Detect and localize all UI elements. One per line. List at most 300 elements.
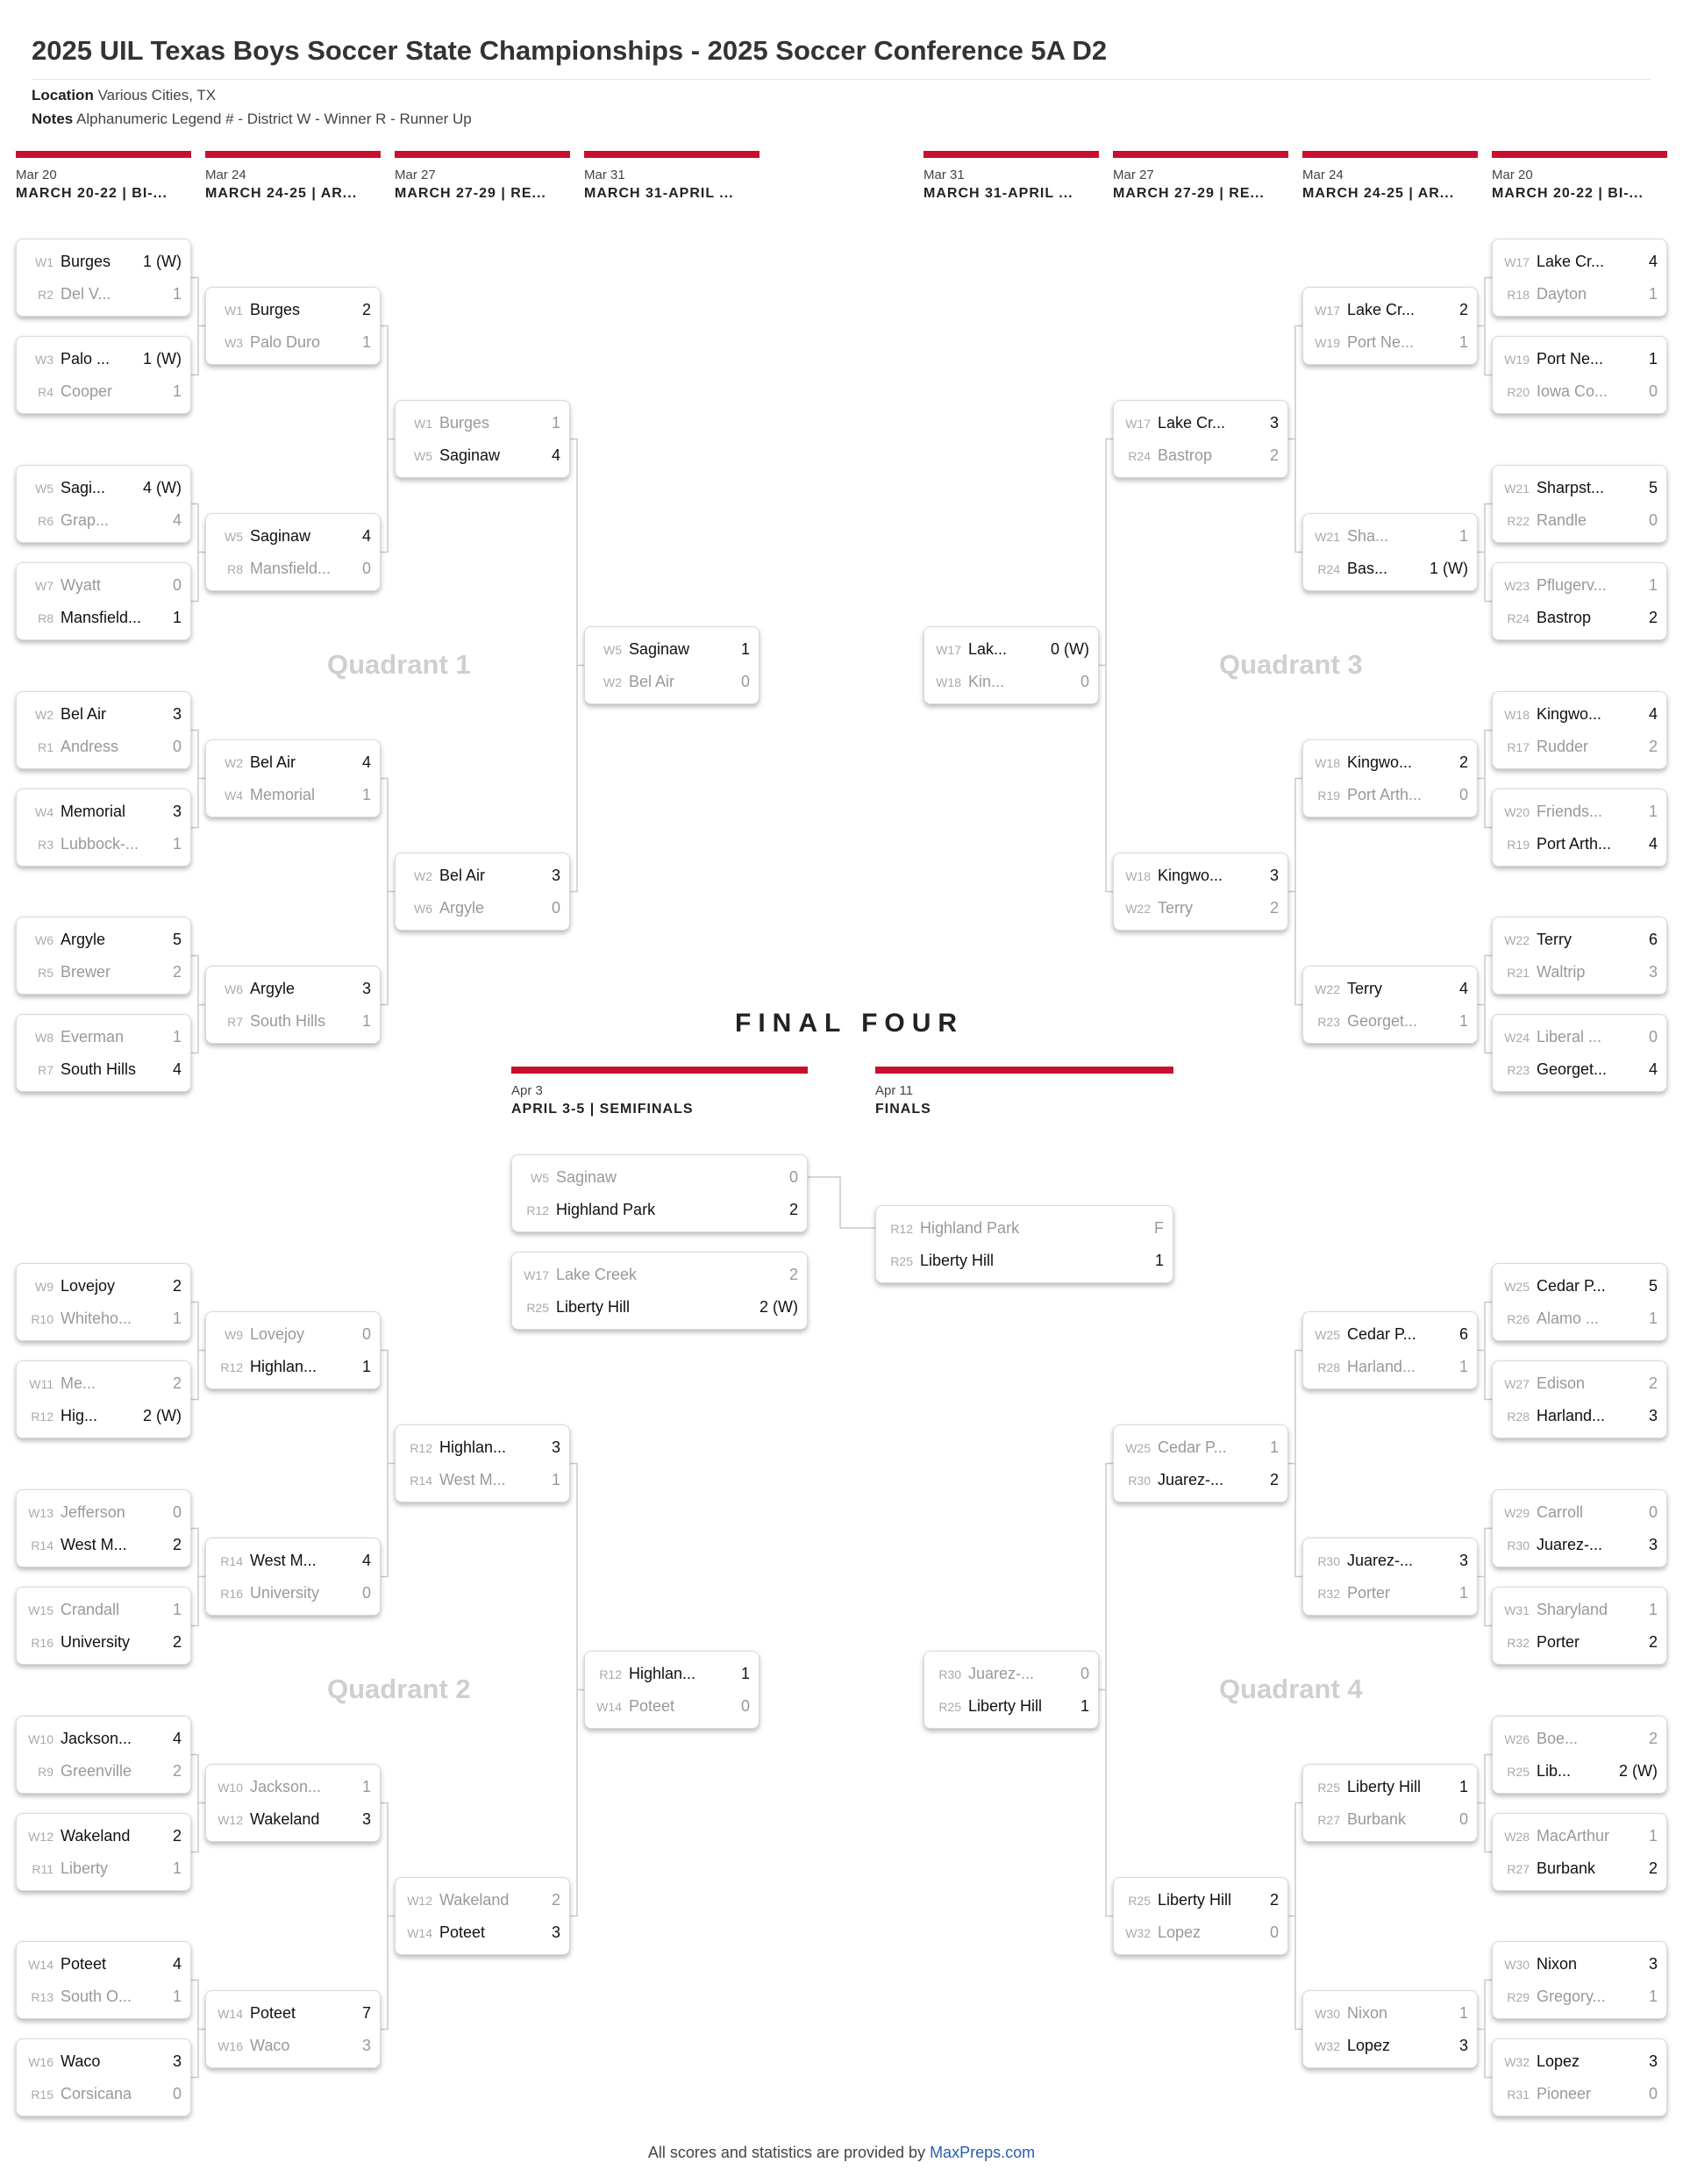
matchup-box[interactable] [924, 626, 1099, 704]
team-row[interactable] [215, 1318, 371, 1351]
team-score: 2 (W) [1619, 1762, 1658, 1780]
team-row[interactable] [933, 666, 1089, 698]
team-seed: R7 [227, 1015, 243, 1029]
team-name: Poteet [250, 2004, 296, 2022]
team-score: 2 (W) [759, 1298, 798, 1316]
matchup-box[interactable] [395, 400, 570, 478]
team-row[interactable] [1123, 1431, 1279, 1464]
matchup-box[interactable] [16, 789, 191, 867]
team-name: Hig... [61, 1407, 98, 1424]
team-row[interactable] [1501, 1948, 1658, 1981]
team-name: Highlan... [629, 1665, 696, 1682]
team-score: 2 [1458, 753, 1468, 771]
matchup-box[interactable] [205, 1538, 381, 1616]
matchup-box[interactable] [205, 1311, 381, 1389]
team-row[interactable] [1501, 1496, 1658, 1529]
team-row[interactable] [25, 2078, 182, 2110]
team-name: Carroll [1537, 1503, 1584, 1521]
team-row[interactable] [1123, 892, 1279, 924]
quadrant-label-1: Quadrant 1 [327, 649, 471, 680]
team-score: 1 [1458, 1358, 1468, 1375]
team-row[interactable] [25, 924, 182, 956]
bracket-connector-line [570, 1464, 577, 1916]
final-box[interactable] [875, 1205, 1173, 1283]
team-name: Palo ... [61, 350, 111, 368]
team-seed: W24 [1504, 1031, 1530, 1045]
team-row[interactable] [25, 1626, 182, 1659]
matchup-box[interactable] [1302, 739, 1478, 817]
team-score: 1 [172, 609, 182, 626]
team-row[interactable] [25, 1270, 182, 1303]
team-seed: W3 [225, 336, 243, 350]
matchup-box[interactable] [16, 465, 191, 543]
team-score: 5 [1648, 1277, 1658, 1295]
team-name: Kingwo... [1158, 867, 1223, 884]
team-row[interactable] [25, 569, 182, 602]
team-row[interactable] [1312, 1318, 1468, 1351]
team-row[interactable] [1312, 326, 1468, 359]
team-name: Juarez-... [1158, 1471, 1224, 1488]
round-date: Mar 31 [584, 168, 625, 182]
team-seed: W3 [35, 353, 53, 367]
team-row[interactable] [215, 1351, 371, 1383]
matchup-box[interactable] [1492, 1263, 1667, 1341]
matchup-box[interactable] [205, 1990, 381, 2068]
matchup-box[interactable] [1492, 465, 1667, 543]
team-score: 2 [1269, 899, 1279, 917]
team-name: Highland Park [556, 1201, 656, 1218]
team-seed: W15 [28, 1603, 53, 1617]
team-row[interactable] [885, 1212, 1164, 1245]
team-seed: R26 [1507, 1312, 1530, 1326]
team-row[interactable] [1501, 246, 1658, 278]
team-score: 1 [1458, 333, 1468, 351]
team-seed: R12 [31, 1410, 53, 1424]
matchup-box[interactable] [16, 691, 191, 769]
team-row[interactable] [1501, 956, 1658, 989]
team-row[interactable] [25, 504, 182, 537]
team-name: Lak... [968, 640, 1008, 658]
team-row[interactable] [1123, 1916, 1279, 1949]
team-row[interactable] [1501, 1303, 1658, 1335]
team-row[interactable] [1501, 1723, 1658, 1755]
team-seed: R31 [1507, 2088, 1530, 2102]
matchup-box[interactable] [1113, 1877, 1288, 1955]
team-row[interactable] [885, 1245, 1164, 1277]
team-name: Bel Air [250, 753, 296, 771]
round-label: MARCH 24-25 | AR... [1302, 186, 1455, 201]
team-row[interactable] [25, 2045, 182, 2078]
team-row[interactable] [1312, 1997, 1468, 2030]
team-row[interactable] [521, 1161, 798, 1194]
team-name: Rudder [1537, 738, 1589, 755]
team-name: Pioneer [1537, 2085, 1592, 2102]
team-row[interactable] [25, 1981, 182, 2013]
team-row[interactable] [404, 860, 560, 892]
team-row[interactable] [521, 1194, 798, 1226]
team-seed: R5 [38, 966, 53, 980]
matchup-box[interactable] [1113, 400, 1288, 478]
team-row[interactable] [1312, 1771, 1468, 1803]
team-row[interactable] [1501, 796, 1658, 828]
team-row[interactable] [1501, 1021, 1658, 1053]
team-row[interactable] [25, 1755, 182, 1788]
team-row[interactable] [25, 956, 182, 989]
matchup-box[interactable] [16, 917, 191, 995]
team-row[interactable] [215, 973, 371, 1005]
matchup-box[interactable] [1492, 1587, 1667, 1665]
team-row[interactable] [404, 1464, 560, 1496]
matchup-box[interactable] [1302, 966, 1478, 1044]
team-row[interactable] [1501, 1981, 1658, 2013]
team-seed: W21 [1504, 482, 1530, 496]
team-name: Burges [439, 414, 490, 432]
team-row[interactable] [1501, 1400, 1658, 1432]
team-row[interactable] [594, 633, 750, 666]
team-row[interactable] [594, 1690, 750, 1723]
team-seed: R1 [38, 740, 53, 754]
team-seed: W13 [28, 1506, 53, 1520]
team-row[interactable] [1312, 520, 1468, 553]
team-score: 2 [1648, 1859, 1658, 1877]
team-seed: R24 [1317, 562, 1340, 576]
team-seed: W7 [35, 579, 53, 593]
matchup-box[interactable] [16, 1489, 191, 1567]
bracket-connector-line [191, 1981, 198, 2078]
team-row[interactable] [215, 1545, 371, 1577]
matchup-box[interactable] [1492, 1941, 1667, 2019]
semifinal-box[interactable] [511, 1154, 808, 1232]
matchup-box[interactable] [205, 287, 381, 365]
team-row[interactable] [1123, 860, 1279, 892]
team-row[interactable] [1312, 1005, 1468, 1038]
team-seed: R18 [1507, 288, 1530, 302]
team-seed: R3 [38, 838, 53, 852]
team-score: 2 [788, 1266, 798, 1283]
team-name: Edison [1537, 1374, 1586, 1392]
team-row[interactable] [1501, 472, 1658, 504]
team-row[interactable] [933, 1658, 1089, 1690]
team-row[interactable] [1501, 343, 1658, 375]
team-row[interactable] [933, 1690, 1089, 1723]
team-row[interactable] [404, 1431, 560, 1464]
team-name: Argyle [250, 980, 296, 997]
team-row[interactable] [215, 1577, 371, 1609]
team-row[interactable] [1501, 602, 1658, 634]
team-row[interactable] [25, 1303, 182, 1335]
team-row[interactable] [1312, 1803, 1468, 1836]
matchup-box[interactable] [16, 562, 191, 640]
team-seed: W32 [1125, 1926, 1151, 1940]
team-name: Waco [61, 2052, 101, 2070]
team-row[interactable] [1501, 504, 1658, 537]
team-seed: W19 [1315, 336, 1340, 350]
team-row[interactable] [25, 375, 182, 408]
round-date: Mar 20 [1492, 168, 1533, 182]
team-row[interactable] [25, 1723, 182, 1755]
team-row[interactable] [215, 779, 371, 811]
team-seed: R24 [1507, 611, 1530, 625]
team-row[interactable] [1501, 1529, 1658, 1561]
team-name: Juarez-... [1347, 1552, 1414, 1569]
team-seed: W9 [35, 1280, 53, 1294]
team-row[interactable] [1123, 439, 1279, 472]
team-seed: R25 [1317, 1781, 1340, 1795]
matchup-box[interactable] [1492, 691, 1667, 769]
matchup-box[interactable] [1302, 1764, 1478, 1842]
team-row[interactable] [1501, 1270, 1658, 1303]
team-score: 0 [1648, 2085, 1658, 2102]
team-row[interactable] [25, 1820, 182, 1852]
matchup-box[interactable] [1492, 1489, 1667, 1567]
matchup-box[interactable] [1492, 2038, 1667, 2116]
team-seed: W5 [35, 482, 53, 496]
team-row[interactable] [1312, 1351, 1468, 1383]
matchup-box[interactable] [1492, 1813, 1667, 1891]
team-seed: W32 [1504, 2055, 1530, 2069]
matchup-box[interactable] [16, 336, 191, 414]
team-score: 3 [1648, 1407, 1658, 1424]
matchup-box[interactable] [395, 1877, 570, 1955]
team-seed: W21 [1315, 530, 1340, 544]
team-seed: W5 [225, 530, 243, 544]
team-score: 4 [1458, 980, 1468, 997]
team-row[interactable] [25, 472, 182, 504]
bracket-connector-line [808, 1177, 875, 1228]
matchup-box[interactable] [205, 513, 381, 591]
team-row[interactable] [25, 1400, 182, 1432]
matchup-box[interactable] [1492, 1360, 1667, 1438]
matchup-box[interactable] [395, 853, 570, 931]
team-row[interactable] [25, 1053, 182, 1086]
team-row[interactable] [404, 1916, 560, 1949]
team-row[interactable] [215, 746, 371, 779]
team-score: 0 [172, 2085, 182, 2102]
matchup-box[interactable] [16, 1360, 191, 1438]
maxpreps-link[interactable]: MaxPreps.com [930, 2144, 1036, 2161]
team-row[interactable] [1501, 1594, 1658, 1626]
matchup-box[interactable] [16, 1587, 191, 1665]
team-row[interactable] [1501, 569, 1658, 602]
team-row[interactable] [1501, 2045, 1658, 2078]
team-row[interactable] [1501, 1053, 1658, 1086]
team-score: 2 [1648, 1374, 1658, 1392]
team-name: Liberal ... [1537, 1028, 1602, 1046]
team-score: 1 [1648, 1601, 1658, 1618]
team-row[interactable] [404, 439, 560, 472]
team-score: 2 [1648, 1730, 1658, 1747]
team-row[interactable] [933, 633, 1089, 666]
team-name: Nixon [1347, 2004, 1388, 2022]
team-name: Argyle [61, 931, 106, 948]
team-name: Friends... [1537, 803, 1603, 820]
round-date: Mar 24 [1302, 168, 1344, 182]
team-row[interactable] [1501, 1852, 1658, 1885]
matchup-box[interactable] [16, 239, 191, 317]
team-row[interactable] [1312, 746, 1468, 779]
team-row[interactable] [1123, 407, 1279, 439]
team-seed: R20 [1507, 385, 1530, 399]
team-row[interactable] [25, 731, 182, 763]
team-row[interactable] [594, 1658, 750, 1690]
team-row[interactable] [1312, 973, 1468, 1005]
team-score: 1 [361, 1358, 371, 1375]
team-row[interactable] [1501, 375, 1658, 408]
team-row[interactable] [1501, 1626, 1658, 1659]
matchup-box[interactable] [1492, 1716, 1667, 1794]
team-row[interactable] [25, 1948, 182, 1981]
team-row[interactable] [215, 1803, 371, 1836]
matchup-box[interactable] [205, 1764, 381, 1842]
semifinal-box[interactable] [511, 1252, 808, 1330]
matchup-box[interactable] [1302, 287, 1478, 365]
matchup-box[interactable] [584, 1651, 759, 1729]
team-row[interactable] [215, 520, 371, 553]
team-row[interactable] [1312, 553, 1468, 585]
matchup-box[interactable] [1492, 562, 1667, 640]
team-row[interactable] [1312, 294, 1468, 326]
team-row[interactable] [215, 553, 371, 585]
team-row[interactable] [1501, 2078, 1658, 2110]
team-seed: W12 [218, 1813, 243, 1827]
team-row[interactable] [594, 666, 750, 698]
matchup-box[interactable] [16, 1263, 191, 1341]
team-row[interactable] [521, 1291, 798, 1324]
team-row[interactable] [404, 1884, 560, 1916]
matchup-box[interactable] [395, 1424, 570, 1502]
team-row[interactable] [1312, 2030, 1468, 2062]
team-row[interactable] [521, 1259, 798, 1291]
team-row[interactable] [25, 1496, 182, 1529]
bracket-connector-line [1485, 1755, 1492, 1852]
round-date: Mar 20 [16, 168, 57, 182]
team-score: 0 [1648, 382, 1658, 400]
team-row[interactable] [25, 1529, 182, 1561]
team-score: 1 [1648, 1988, 1658, 2005]
matchup-box[interactable] [584, 626, 759, 704]
team-name: Saginaw [556, 1168, 617, 1186]
team-seed: R15 [31, 2088, 53, 2102]
team-row[interactable] [1501, 828, 1658, 860]
team-row[interactable] [1501, 278, 1658, 310]
team-score: 1 [1458, 1012, 1468, 1030]
team-row[interactable] [215, 294, 371, 326]
team-seed: R32 [1317, 1587, 1340, 1601]
team-score: 3 [361, 980, 371, 997]
matchup-box[interactable] [205, 966, 381, 1044]
team-name: Porter [1537, 1633, 1580, 1651]
team-seed: W17 [1504, 255, 1530, 269]
team-name: Poteet [629, 1697, 675, 1715]
matchup-box[interactable] [16, 1014, 191, 1092]
team-row[interactable] [1312, 779, 1468, 811]
matchup-box[interactable] [16, 2038, 191, 2116]
team-row[interactable] [25, 828, 182, 860]
team-seed: W6 [414, 902, 432, 916]
matchup-box[interactable] [1302, 1311, 1478, 1389]
matchup-box[interactable] [1492, 789, 1667, 867]
bracket-connector-line [381, 326, 388, 553]
team-name: Lovejoy [61, 1277, 116, 1295]
team-name: Memorial [61, 803, 126, 820]
team-row[interactable] [1501, 1755, 1658, 1788]
team-name: Grap... [61, 511, 110, 529]
matchup-box[interactable] [205, 739, 381, 817]
round-date: Apr 3 [511, 1083, 543, 1098]
matchup-box[interactable] [16, 1941, 191, 2019]
matchup-box[interactable] [1492, 1014, 1667, 1092]
team-row[interactable] [215, 2030, 371, 2062]
matchup-box[interactable] [1113, 853, 1288, 931]
team-row[interactable] [215, 1005, 371, 1038]
team-seed: W14 [28, 1958, 53, 1972]
matchup-box[interactable] [16, 1813, 191, 1891]
team-row[interactable] [1501, 1820, 1658, 1852]
matchup-box[interactable] [1492, 336, 1667, 414]
team-score: 3 [1458, 1552, 1468, 1569]
team-row[interactable] [25, 602, 182, 634]
matchup-box[interactable] [1302, 513, 1478, 591]
team-name: Jefferson [61, 1503, 125, 1521]
team-score: 2 [1648, 1633, 1658, 1651]
team-row[interactable] [404, 892, 560, 924]
team-row[interactable] [215, 1997, 371, 2030]
team-row[interactable] [1123, 1464, 1279, 1496]
team-row[interactable] [1123, 1884, 1279, 1916]
team-row[interactable] [1501, 731, 1658, 763]
matchup-box[interactable] [1492, 917, 1667, 995]
team-row[interactable] [25, 343, 182, 375]
team-row[interactable] [215, 326, 371, 359]
team-name: Liberty Hill [1158, 1891, 1232, 1909]
team-name: Bel Air [629, 673, 675, 690]
team-seed: R9 [38, 1765, 53, 1779]
team-row[interactable] [25, 796, 182, 828]
team-row[interactable] [1312, 1545, 1468, 1577]
team-row[interactable] [25, 1852, 182, 1885]
team-name: Terry [1158, 899, 1193, 917]
team-seed: W16 [28, 2055, 53, 2069]
team-name: Alamo ... [1537, 1310, 1600, 1327]
team-row[interactable] [1501, 698, 1658, 731]
team-row[interactable] [25, 1021, 182, 1053]
team-score: 2 [1648, 738, 1658, 755]
team-row[interactable] [1501, 924, 1658, 956]
matchup-box[interactable] [924, 1651, 1099, 1729]
team-row[interactable] [25, 246, 182, 278]
team-name: Liberty Hill [920, 1252, 995, 1269]
team-name: Terry [1537, 931, 1572, 948]
team-row[interactable] [25, 1367, 182, 1400]
matchup-box[interactable] [1302, 1538, 1478, 1616]
team-score: 3 [1458, 2037, 1468, 2054]
matchup-box[interactable] [1492, 239, 1667, 317]
team-row[interactable] [25, 278, 182, 310]
team-name: Waco [250, 2037, 290, 2054]
team-score: 0 [361, 1325, 371, 1343]
matchup-box[interactable] [1302, 1990, 1478, 2068]
team-row[interactable] [215, 1771, 371, 1803]
team-row[interactable] [1312, 1577, 1468, 1609]
team-row[interactable] [25, 698, 182, 731]
team-row[interactable] [404, 407, 560, 439]
team-row[interactable] [1501, 1367, 1658, 1400]
matchup-box[interactable] [16, 1716, 191, 1794]
team-row[interactable] [25, 1594, 182, 1626]
team-score: 1 (W) [143, 253, 182, 270]
matchup-box[interactable] [1113, 1424, 1288, 1502]
team-name: Wakeland [61, 1827, 131, 1845]
